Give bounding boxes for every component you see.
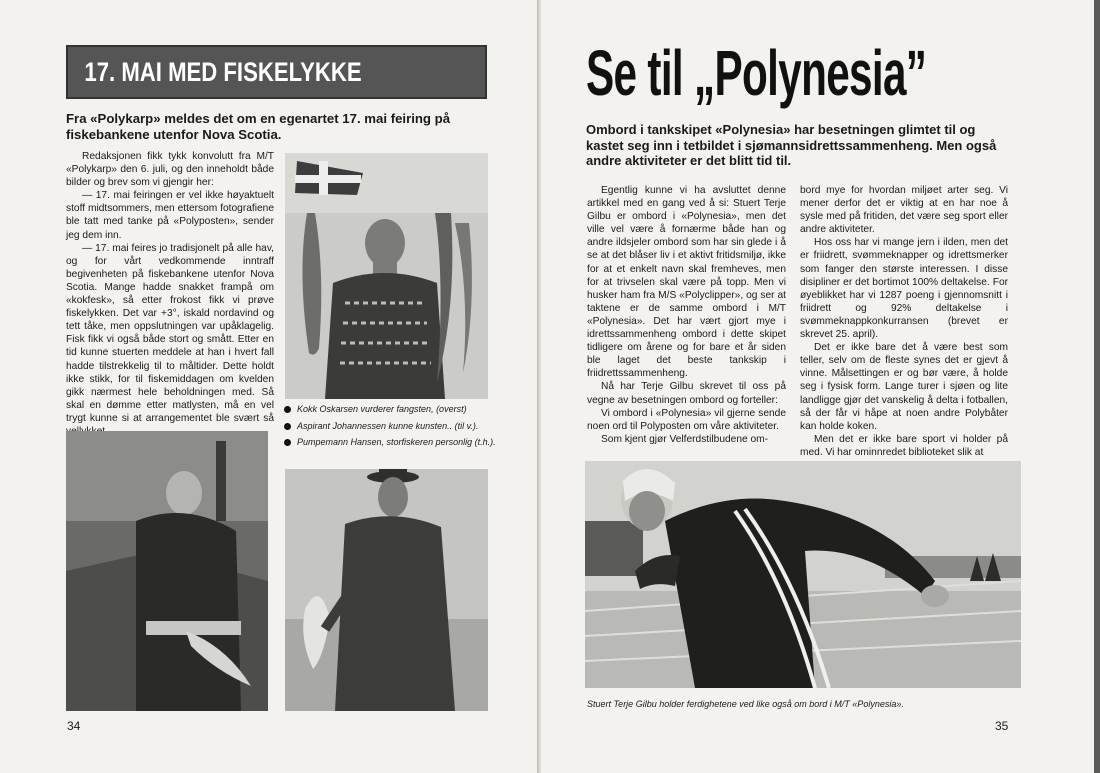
- bullet-icon: [284, 423, 291, 430]
- photo-caption: Stuert Terje Gilbu holder ferdighetene ved like også om bord i M/T «Polynesia».: [587, 699, 904, 709]
- left-page: [0, 0, 537, 773]
- caption-item: [284, 437, 509, 449]
- text-column-2: [800, 184, 1008, 459]
- body-text: [66, 150, 274, 438]
- photo-athlete: [585, 461, 1021, 688]
- paragraph: Egentlig kunne vi ha avsluttet denne artikkel med en gang ved å si: Stuert Terje Gilbu er ombord i «Polynesia», men det ville vel være å fornærme både han og andre ildsjeler ombord som har sin glede i å se at det blåser liv i et aktivt fritidsmiljø, ikke for at et enkelt navn skal fremheves, men for at trivselen skal være på topp. Men vi husker ham fra M/S «Polyclipper», og ser at taktene er de samme ombord i M/T «Polynesia». Det har vært gjort mye i idrettssammenheng ombord i dette skipet tidligere om årene og for bare et år siden ble laget det beste tankskip i friidrettssammenheng.: [587, 185, 786, 380]
- banner-title: 17. MAI MED FISKELYKKE: [84, 56, 362, 87]
- paragraph: — 17. mai feiringen er vel ikke høyaktuelt stoff midtsommers, men ettersom fotografiene ble tatt med tanke på «Polyposten», sender jeg dem inn.: [66, 190, 274, 241]
- paragraph: Hos oss har vi mange jern i ilden, men det er friidrett, svømmeknapper og idrettsmerker som fanger den største interessen. I disse disipliner er det bortimot 100% deltakelse. For øyeblikket har vi 1287 poeng i gjennomsnitt i friidrett og 92% deltakelse i svømmeknappkonkurransen (brevet er skrevet 25. april).: [800, 237, 1008, 341]
- article-title: Se til „Polynesia”: [586, 37, 927, 109]
- photo-pumpman: [285, 469, 488, 711]
- paragraph: Redaksjonen fikk tykk konvolutt fra M/T «Polykarp» den 6. juli, og den inneholdt både bilder og brev som vi gjengir her:: [66, 151, 274, 189]
- text-column-1: [587, 184, 786, 446]
- photo-aspirant: [66, 431, 268, 711]
- caption-item: [284, 404, 509, 416]
- photo-cook-fish: [285, 153, 488, 399]
- caption-text: Pumpemann Hansen, storfiskeren personlig (t.h.).: [297, 437, 496, 447]
- paragraph: Nå har Terje Gilbu skrevet til oss på vegne av besetningen ombord og forteller:: [587, 381, 786, 406]
- photo-captions: [284, 404, 509, 454]
- caption-item: [284, 421, 509, 433]
- lead-paragraph: Ombord i tankskipet «Polynesia» har besetningen glimtet til og kastet seg inn i tetbildet i sjømannsidrettssammenheng. Men også andre aktiviteter er det blitt tid til.: [586, 122, 997, 168]
- right-page: [541, 0, 1094, 773]
- paragraph: bord mye for hvordan miljøet arter seg. Vi mener derfor det er viktig at en har noe å sysle med på fritiden, det være seg sport eller andre aktiviteter.: [800, 185, 1008, 236]
- paragraph: Vi ombord i «Polynesia» vil gjerne sende noen ord til Polyposten om våre aktiviteter.: [587, 407, 786, 432]
- binding-edge: [1094, 0, 1100, 773]
- paragraph: Men det er ikke bare sport vi holder på med. Vi har ominnredet biblioteket slik at: [800, 433, 1008, 458]
- page-number: 34: [67, 719, 81, 733]
- lead-paragraph: Fra «Polykarp» meldes det om en egenartet 17. mai feiring på fiskebankene utenfor Nova Scotia.: [66, 111, 451, 142]
- bullet-icon: [284, 406, 291, 413]
- article-banner: [66, 45, 487, 99]
- page-number: 35: [995, 719, 1009, 733]
- caption-text: Aspirant Johannessen kunne kunsten.. (til v.).: [297, 420, 479, 431]
- paragraph: Det er ikke bare det å være best som teller, selv om de fleste synes det er gjevt å vinne. Målsettingen er og bør være, å holde seg i fysisk form. Lange turer i sjøen og lite landligge gjør det vanskelig å delta i fotballen, så der får vi håpe at noen andre Polybåter kan holde koken.: [800, 342, 1008, 432]
- paragraph: — 17. mai feires jo tradisjonelt på alle hav, og for vårt vedkommende inntraff begivenheten på fiskebankene utenfor Nova Scotia. Mange hadde snakket frampå om «kokfesk», så etter frokost fikk vi prøve fiskelykken. Det var +3°, iskald nordavind og tett tåke, men oppslutningen var upåklagelig. Fisk fikk vi også både stort og smått. Etter en tid kunne stuerten meddele at han i hvert fall hadde tilstrekkelig til to måltider. Dette holdt ikke stikk, for til fiskemiddagen om kvelden gikk nærmest hele beholdningen med. Så skal en dømme etter matlysten, må en vel trygt kunne si at arrangementet ble svært så: [66, 242, 274, 424]
- paragraph: Som kjent gjør Velferdstilbudene om-: [601, 433, 769, 445]
- caption-text: Kokk Oskarsen vurderer fangsten, (overst): [297, 404, 467, 414]
- bullet-icon: [284, 439, 291, 446]
